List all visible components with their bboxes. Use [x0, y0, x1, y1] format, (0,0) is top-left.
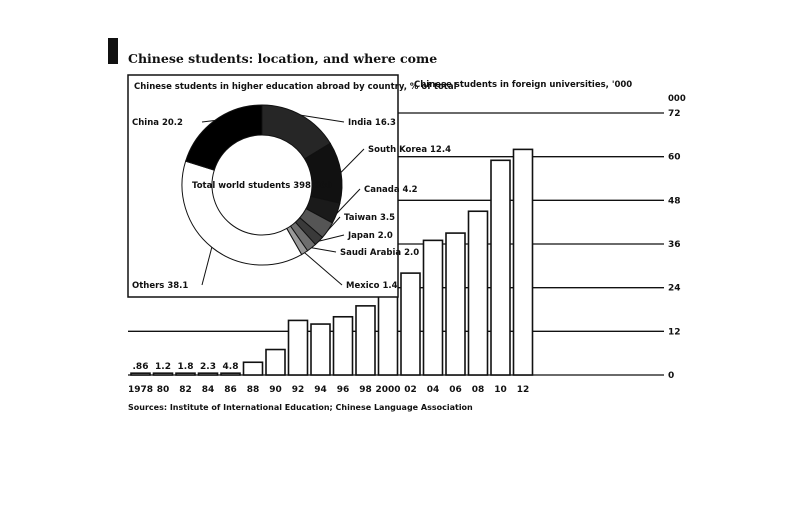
- right-axis-unit: 000: [668, 94, 686, 104]
- pie-slice-label: Saudi Arabia 2.0: [340, 248, 420, 258]
- pie-slice-label: South Korea 12.4: [368, 145, 451, 155]
- bar-value-label: 1.8: [177, 362, 194, 372]
- pie-slice-label: Mexico 1.4: [346, 281, 398, 291]
- y-tick-label: 12: [668, 327, 681, 338]
- x-tick-label: 90: [269, 385, 282, 395]
- bar: [154, 373, 173, 375]
- bar-value-label: 1.2: [155, 362, 171, 372]
- pie-slice-label: Others 38.1: [132, 281, 189, 291]
- bar-value-label: 4.8: [222, 362, 239, 372]
- pie-slice-label: Canada 4.2: [364, 185, 418, 195]
- x-tick-label: 08: [471, 385, 485, 395]
- bar: [199, 373, 218, 375]
- y-axis-ticks: [668, 109, 681, 381]
- pie-slice-label: Japan 2.0: [348, 231, 393, 241]
- pie-slice-label: China 20.2: [132, 118, 183, 128]
- bar: [334, 317, 353, 375]
- y-tick-label: 0: [668, 371, 675, 381]
- x-tick-label: 88: [246, 385, 260, 395]
- inset-title: Chinese students in higher education abroad by country, % of total: [134, 82, 457, 92]
- bar: [266, 350, 285, 375]
- x-tick-label: 2000: [375, 385, 401, 395]
- bar-value-label: .86: [132, 362, 149, 372]
- pie-slice-label: India 16.3: [348, 118, 396, 128]
- bar: [289, 320, 308, 375]
- x-tick-label: 98: [359, 385, 372, 395]
- x-tick-label: 86: [224, 385, 237, 395]
- x-tick-label: 12: [516, 385, 530, 395]
- x-tick-label: 80: [156, 385, 170, 395]
- y-tick-label: 48: [668, 196, 681, 207]
- x-tick-label: 92: [291, 385, 305, 395]
- x-tick-label: 84: [201, 385, 215, 395]
- y-tick-label: 36: [668, 240, 681, 250]
- x-tick-label: 1978: [127, 385, 154, 395]
- y-tick-label: 72: [668, 109, 681, 119]
- bar: [131, 373, 150, 375]
- source-note: Sources: Institute of International Education; Chinese Language Association: [128, 403, 473, 412]
- x-axis-ticks: [128, 385, 529, 395]
- bar: [356, 306, 375, 375]
- x-tick-label: 06: [449, 385, 462, 395]
- bar: [446, 233, 465, 375]
- x-tick-label: 82: [179, 385, 192, 395]
- bar: [469, 211, 488, 375]
- bar-top-labels: [133, 362, 239, 372]
- x-tick-label: 04: [426, 385, 440, 395]
- pie-slice-label: Taiwan 3.5: [344, 213, 396, 223]
- bar: [401, 273, 420, 375]
- bar: [424, 240, 443, 375]
- y-tick-label: 24: [668, 283, 681, 294]
- bar: [244, 362, 263, 375]
- x-tick-label: 94: [314, 385, 327, 395]
- x-tick-label: 96: [336, 385, 350, 395]
- bar: [514, 149, 533, 375]
- x-tick-label: 10: [494, 385, 507, 395]
- bar: [491, 160, 510, 375]
- bar: [221, 373, 240, 375]
- pie-center-label: Total world students 398,600: [192, 181, 332, 191]
- title-accent-bar: [108, 38, 118, 64]
- bar: [176, 373, 195, 375]
- right-chart-title: Chinese students in foreign universities, '000: [414, 80, 633, 90]
- bar-value-label: 2.3: [200, 362, 216, 372]
- x-tick-label: 02: [404, 385, 417, 395]
- chart-title: Chinese students: location, and where come: [128, 51, 438, 66]
- bar: [311, 324, 330, 375]
- y-tick-label: 60: [668, 152, 681, 163]
